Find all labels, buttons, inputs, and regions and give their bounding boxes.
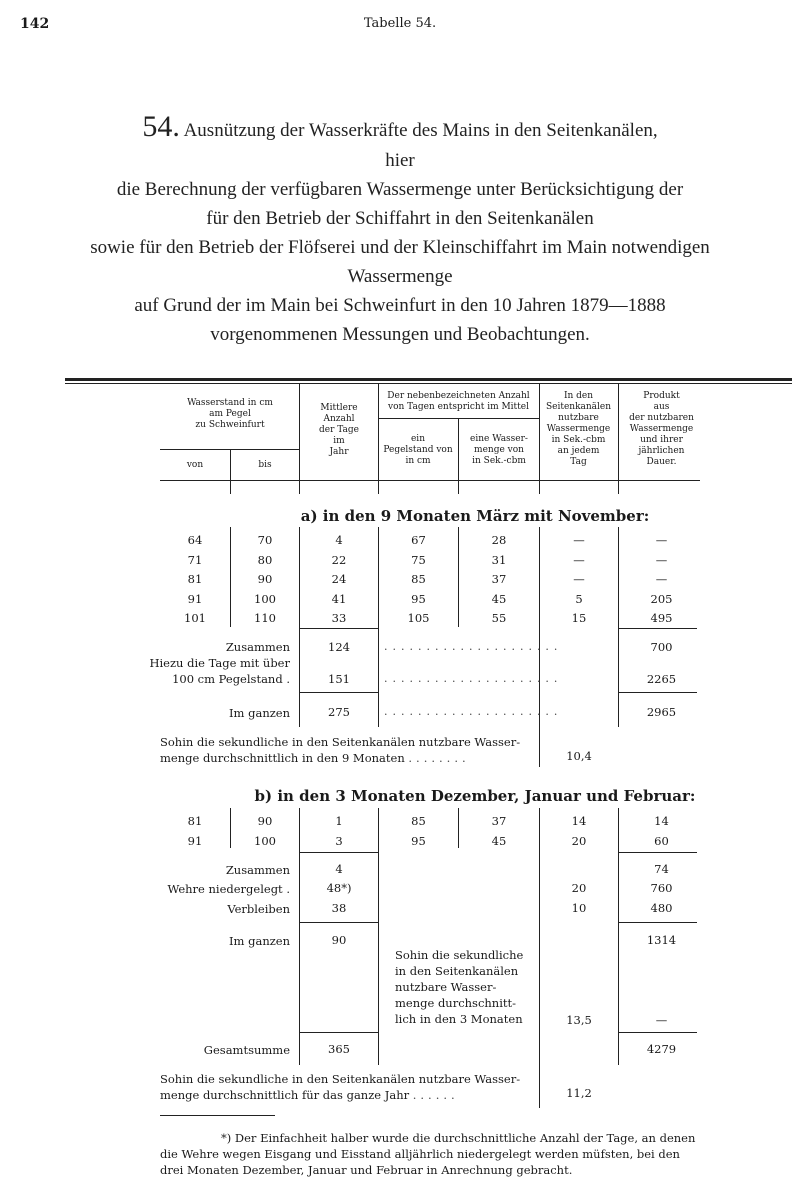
a-ganzen-product: 2965 (646, 705, 677, 719)
b-verbleiben-product: 480 (650, 901, 673, 915)
title-line-6: Wassermenge (347, 266, 453, 287)
a-ganzen-days: 275 (328, 705, 350, 719)
title-line-7: auf Grund der im Main bei Schweinfurt in den 10 Jahren 1879—1888 (134, 295, 666, 316)
footnote-rule (160, 1115, 275, 1116)
hdr-bis: bis (258, 460, 272, 470)
a-sum-rule (300, 692, 378, 693)
b-gesamt-label: Gesamtsumme (203, 1043, 290, 1057)
hdr-produkt: Produkt aus der nutzbaren Wassermenge und ihrer jährlichen Dauer. (629, 391, 694, 467)
hdr-wasserstand: Wasserstand in cm am Pegel zu Schweinfurt (187, 398, 273, 430)
b-ganzen-days: 90 (331, 933, 347, 947)
b-sum-rule (300, 922, 378, 923)
b-zusammen-label: Zusammen (225, 863, 290, 877)
stub (539, 482, 540, 494)
b-sum-rule (300, 1032, 378, 1033)
b-wehre-nutzbar: 20 (571, 881, 587, 895)
a-dots: ..................... (384, 705, 563, 718)
b-sohin-line-2: menge durchschnittlich für das ganze Jahr ...... (160, 1088, 459, 1102)
a-von-column: 64 71 81 91 101 (184, 533, 206, 625)
stub (230, 482, 231, 494)
a-zusammen-days: 124 (328, 640, 350, 654)
hdr-pegelstand: ein Pegelstand von in cm (383, 434, 453, 466)
a-bis-column: 70 80 90 100 110 (254, 533, 276, 625)
a-sum-rule (300, 628, 378, 629)
a-hiezu-days: 151 (328, 672, 350, 686)
b-produkt-column: 14 60 (654, 814, 669, 848)
a-produkt-column: — — — 205 495 (650, 533, 673, 625)
a-hiezu-label-2: 100 cm Pegelstand . (172, 672, 290, 686)
a-dots: ..................... (384, 640, 563, 653)
title-line-4: für den Betrieb der Schiffahrt in den Seitenkanälen (206, 208, 594, 229)
a-zusammen-product: 700 (650, 640, 673, 654)
b-inner-product: — (655, 1013, 668, 1027)
b-bis-column: 90 100 (254, 814, 276, 848)
title-line-3: die Berechnung der verfügbaren Wassermenge unter Berücksichtigung der (116, 179, 684, 200)
b-ganzen-product: 1314 (646, 933, 677, 947)
a-nutzbar-column: — — — 5 15 (571, 533, 587, 625)
hdr-bottom-rule (160, 480, 700, 481)
title-line-8: vorgenommenen Messungen und Beobachtungen. (210, 324, 590, 345)
hdr-nutzbar: In den Seitenkanälen nutzbare Wassermenge in Sek.-cbm an jedem Tag (545, 391, 612, 467)
section-a-title: a) in den 9 Monaten März mit November: (300, 507, 650, 525)
section-b-title: b) in den 3 Monaten Dezember, Januar und Februar: (254, 787, 696, 805)
b-sum-rule (619, 1032, 697, 1033)
table-number: 54. (142, 110, 180, 143)
a-hiezu-label-1: Hiezu die Tage mit über (149, 656, 290, 670)
b-gesamt-product: 4279 (646, 1042, 677, 1056)
hdr-hline (160, 449, 300, 450)
title-text: Ausnützung der Wasserkräfte des Mains in den Seitenkanälen, (183, 120, 658, 141)
b-vline (539, 808, 540, 1108)
b-ganzen-label: Im ganzen (229, 934, 290, 948)
table-top-rule-thin (65, 383, 792, 384)
b-von-column: 81 91 (187, 814, 203, 848)
a-menge-column: 28 31 37 45 55 (491, 533, 507, 625)
b-zusammen-product: 74 (654, 862, 669, 876)
a-sohin-line-2: menge durchschnittlich in den 9 Monaten ........ (160, 751, 470, 765)
stub (618, 482, 619, 494)
b-wehre-days: 48*) (326, 881, 352, 895)
a-days-column: 4 22 24 41 33 (331, 533, 347, 625)
b-sum-rule (619, 922, 697, 923)
title-line-5: sowie für den Betrieb der Flöfserei und der Kleinschiffahrt im Main notwendigen (90, 237, 710, 258)
a-ganzen-label: Im ganzen (229, 706, 290, 720)
hdr-mittlere: Mittlere Anzahl der Tage im Jahr (318, 403, 359, 457)
b-verbleiben-days: 38 (331, 901, 347, 915)
b-sum-rule (300, 852, 378, 853)
hdr-von: von (186, 460, 204, 470)
a-dots: ..................... (384, 672, 563, 685)
a-hiezu-product: 2265 (646, 672, 677, 686)
a-sohin-value: 10,4 (566, 749, 592, 763)
hdr-wassermenge: eine Wasser- menge von in Sek.-cbm (470, 434, 528, 466)
b-menge-column: 37 45 (491, 814, 507, 848)
footnote-line-1: *) Der Einfachheit halber wurde die durchschnittliche Anzahl der Tage, an denen (221, 1131, 696, 1145)
b-inner-note: Sohin die sekundliche in den Seitenkanälen nutzbare Wasser- menge durchschnitt- lich in den 3 Monaten (395, 948, 524, 1026)
b-days-column: 1 3 (335, 814, 343, 848)
running-head: Tabelle 54. (363, 16, 437, 31)
footnote-line-2: die Wehre wegen Eisgang und Eisstand alljährlich niedergelegt werden müfsten, bei den (160, 1147, 680, 1161)
a-zusammen-label: Zusammen (225, 640, 290, 654)
b-wehre-label: Wehre niedergelegt . (167, 882, 290, 896)
b-verbleiben-label: Verbleiben (227, 902, 290, 916)
hdr-group: Der nebenbezeichneten Anzahl von Tagen entspricht im Mittel (387, 391, 530, 412)
page-number: 142 (20, 16, 50, 32)
b-nutzbar-column: 14 20 (571, 814, 587, 848)
footnote-line-3: drei Monaten Dezember, Januar und Februar in Anrechnung gebracht. (160, 1163, 573, 1177)
b-sum-rule (619, 852, 697, 853)
a-sohin-line-1: Sohin die sekundliche in den Seitenkanälen nutzbare Wasser- (160, 735, 521, 749)
title-line-1 (0, 112, 800, 145)
b-gesamt-days: 365 (328, 1042, 350, 1056)
b-zusammen-days: 4 (335, 862, 343, 876)
b-pegel-column: 85 95 (411, 814, 426, 848)
b-sohin-line-1: Sohin die sekundliche in den Seitenkanälen nutzbare Wasser- (160, 1072, 521, 1086)
b-verbleiben-nutzbar: 10 (571, 901, 587, 915)
title-line-2: hier (385, 150, 415, 171)
b-wehre-product: 760 (650, 881, 673, 895)
a-sum-rule (619, 628, 697, 629)
hdr-hline (378, 418, 539, 419)
table-top-rule (65, 378, 792, 381)
b-sohin-value: 11,2 (566, 1086, 592, 1100)
b-inner-value: 13,5 (566, 1013, 592, 1027)
a-pegel-column: 67 75 85 95 105 (407, 533, 430, 625)
a-sum-rule (619, 692, 697, 693)
